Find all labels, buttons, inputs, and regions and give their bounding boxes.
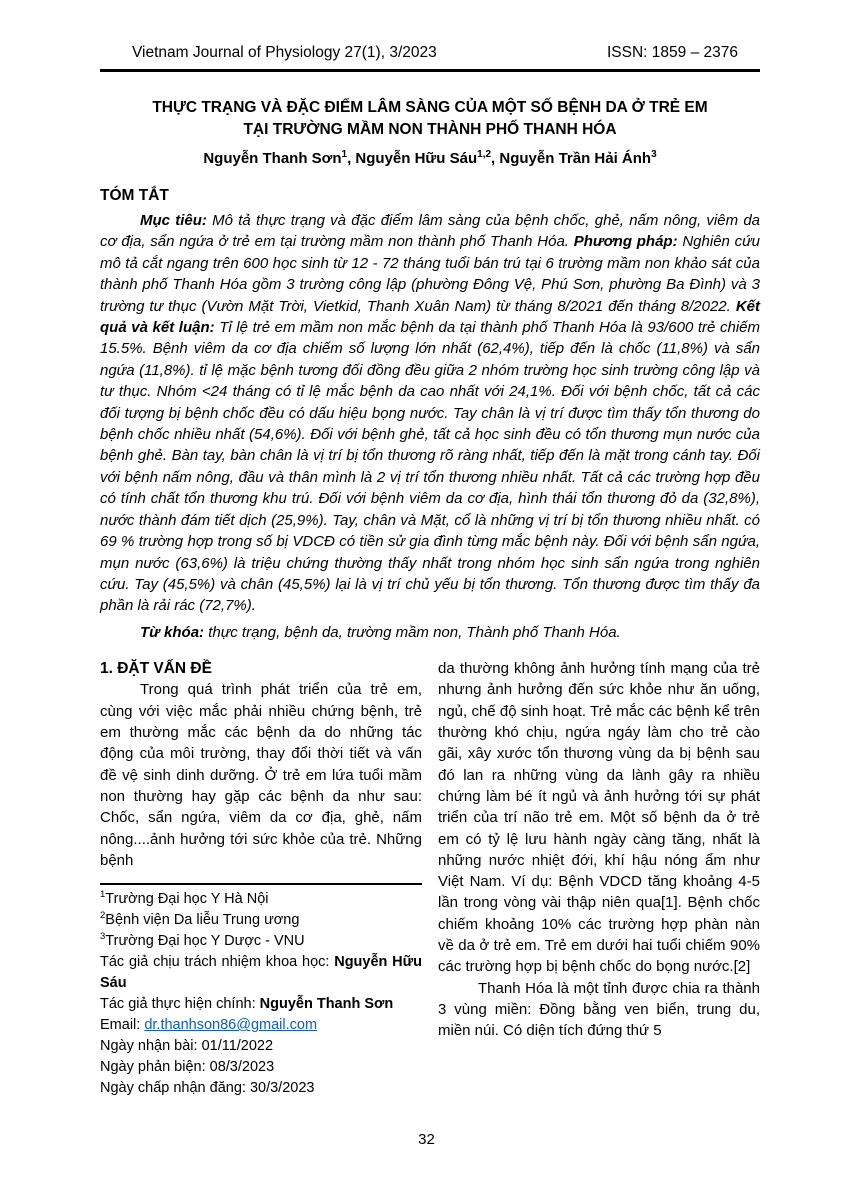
responsible-author-line: [100, 952, 422, 994]
affiliation-line: $^3$Trường Đại học Y Dược - VNU: [100, 931, 305, 950]
left-column: [100, 658, 422, 1099]
author-affiliation-sup: 3: [651, 149, 657, 160]
footnotes-block: [100, 883, 422, 1099]
article-title: [100, 97, 760, 141]
journal-issn: ISSN: 1859 – 2376: [607, 44, 738, 61]
affiliations: [100, 889, 422, 952]
abstract-paragraph: Từ khóa: thực trạng, bệnh da, trường mầm non, Thành phố Thanh Hóa.: [140, 623, 621, 641]
responsible-author-label: Tác giả chịu trách nhiệm khoa học:: [100, 954, 335, 971]
author-affiliation-sup: 1: [341, 149, 348, 160]
article-title-line: THỰC TRẠNG VÀ ĐẶC ĐIỂM LÂM SÀNG CỦA MỘT SỐ BỆNH DA Ở TRẺ EM: [152, 99, 708, 116]
page-number: 32: [418, 1131, 435, 1148]
abstract-paragraph: Mục tiêu: Mô tả thực trạng và đặc điểm lâm sàng của bệnh chốc, ghẻ, nấm nông, viêm da cơ địa, sẩn ngứa ở trẻ em tại trường mầm non thành phố Thanh Hóa. Phương pháp: Nghiên cứu mô tả cắt ngang trên 600 học sinh từ 12 - 72 tháng tuổi bán trú tại 6 trường mầm non khảo sát của thành phố Thanh Hóa gồm 3 trường công lập (phường Đông Vệ, Phú Sơn, phường Ba Đình) và 3 trường tư thục (Vườn Mặt Trời, Vietkid, Thanh Xuân Nam) từ tháng 8/2021 đến tháng 8/2022. Kết quả và kết luận: Tỉ lệ trẻ em mầm non mắc bệnh da tại thành phố Thanh Hóa là 93/600 trẻ chiếm 15.5%. Bệnh viêm da cơ địa chiếm số lượng lớn nhất (62,4%), tiếp đến là chốc (11,8%) và sẩn ngứa (11,8%). tỉ lệ mặc bệnh tương đối đồng đều giữa 2 nhóm trường học sinh trường công lập và tư thục. Nhóm <24 tháng có tỉ lệ mắc bệnh da cao nhất với 24,1%. Đối với bệnh chốc, tất cả các đối tượng bị bệnh chốc đều có dấu hiệu bọng nước. Tay chân là vị trí được tìm thấy tổn thương do bệnh chốc nhiều nhất (54,6%). Đối với bệnh ghẻ, tất cả học sinh đều có tổn thương mụn nước của bệnh ghẻ. Bàn tay, bàn chân là vị trí bị tổn thương rõ ràng nhất, tiếp đến là mặt trong cánh tay. Đối với bệnh nấm nông, đầu và thân mình là 2 vị trí tổn thương nhiều nhất. Tất cả các trường hợp đều có tính chất tổn thương khu trú. Đối với bệnh viêm da cơ địa, hình thái tổn thương đỏ da (32,8%), nước thành đám tiết dịch (25,9%). Tay, chân và Mặt, cổ là những vị trí bị tổn thương nhiều nhất. có 69 % trường hợp trong số bị VDCĐ có tiền sử gia đình từng mắc bệnh này. Đối với bệnh sẩn ngứa, mụn nước (63,6%) là triệu chứng thường thấy nhất trong nhóm học sinh sẩn ngứa trong nghiên cứu. Tay (45,5%) và chân (45,5%) lại là vị trí chủ yếu bị tổn thương. Tổn thương được tìm thấy đa phần là rải rác (72,7%).: [100, 212, 761, 615]
author-name: Nguyễn Thanh Sơn$^1$: [203, 149, 348, 167]
main-author-line: [100, 994, 422, 1015]
two-column-body: [100, 658, 760, 1099]
authors-line: Nguyễn Thanh Sơn$^1$, Nguyễn Hữu Sáu$^{1,2}$, Nguyễn Trần Hải Ánh$^3$: [203, 149, 657, 167]
email-line: [100, 1015, 422, 1036]
journal-title: Vietnam Journal of Physiology 27(1), 3/2023: [132, 44, 437, 61]
intro-paragraph: Trong quá trình phát triển của trẻ em, cùng với việc mắc phải nhiều chứng bệnh, trẻ em thường mắc các bệnh da do những tác động của môi trường, thay đổi thời tiết và vấn đề vệ sinh dinh dưỡng. Ở trẻ em lứa tuổi mầm non thường hay gặp các bệnh da như sau: Chốc, sẩn ngứa, viêm da cơ địa, ghẻ, nấm nông....ảnh hưởng tới sức khỏe của trẻ. Những bệnh: [100, 681, 422, 869]
date-line: Ngày chấp nhận đăng: 30/3/2023: [100, 1080, 315, 1097]
dates: [100, 1036, 422, 1099]
right-column: [438, 658, 760, 1099]
author-name: Nguyễn Trần Hải Ánh$^3$: [499, 149, 657, 167]
email-label: Email:: [100, 1017, 145, 1034]
main-author-name: Nguyễn Thanh Sơn: [259, 996, 394, 1013]
body-paragraph: da thường không ảnh hưởng tính mạng của trẻ nhưng ảnh hưởng đến sức khỏe như ăn uống, ngủ, chế độ sinh hoạt. Trẻ mắc các bệnh kể trên thường khó chịu, ngứa ngáy làm cho trẻ cào gãi, xây xước tổn thương vùng da bị bệnh sau đó lan ra những vùng da lành gây ra nhiều chứng làm bé ít ngủ và ảnh hưởng tới sự phát triển của trí não trẻ em. Một số bệnh da ở trẻ em có tỷ lệ lưu hành ngày càng tăng, nhất là những nước nhiệt đới, khí hậu nóng ẩm như Việt Nam. Ví dụ: Bệnh VDCD tăng khoảng 4-5 lần trong vòng vài thập niên qua[1]. Bệnh chốc chiếm khoảng 10% các trường hợp phàn nàn về da ở trẻ em. Trẻ em dưới hai tuổi chiếm 90% các trường hợp bị bệnh chốc do bọng nước.[2]: [438, 660, 760, 976]
email-link[interactable]: dr.thanhson86@gmail.com: [144, 1017, 318, 1034]
journal-header: [100, 0, 760, 72]
affiliation-line: $^1$Trường Đại học Y Hà Nội: [100, 889, 269, 908]
date-line: Ngày phản biện: 08/3/2023: [100, 1059, 275, 1076]
article-title-line: TẠI TRƯỜNG MẦM NON THÀNH PHỐ THANH HÓA: [243, 121, 617, 138]
abstract-paragraphs: [100, 210, 760, 643]
page-content: [100, 0, 760, 1099]
body-paragraph: Thanh Hóa là một tỉnh được chia ra thành 3 vùng miền: Đồng bằng ven biển, trung du, miền núi. Có diện tích đứng thứ 5: [438, 979, 760, 1040]
responsible-author-name: Nguyễn Hữu Sáu: [100, 954, 423, 992]
main-author-label: Tác giả thực hiện chính:: [100, 996, 260, 1013]
date-line: Ngày nhận bài: 01/11/2022: [100, 1038, 274, 1055]
abstract-heading: TÓM TẮT: [100, 187, 169, 204]
section-heading: 1. ĐẶT VẤN ĐỀ: [100, 660, 212, 678]
author-name: Nguyễn Hữu Sáu$^{1,2}$: [355, 149, 492, 167]
affiliation-line: $^2$Bệnh viện Da liễu Trung ương: [100, 910, 300, 929]
author-affiliation-sup: 1,2: [477, 149, 492, 160]
